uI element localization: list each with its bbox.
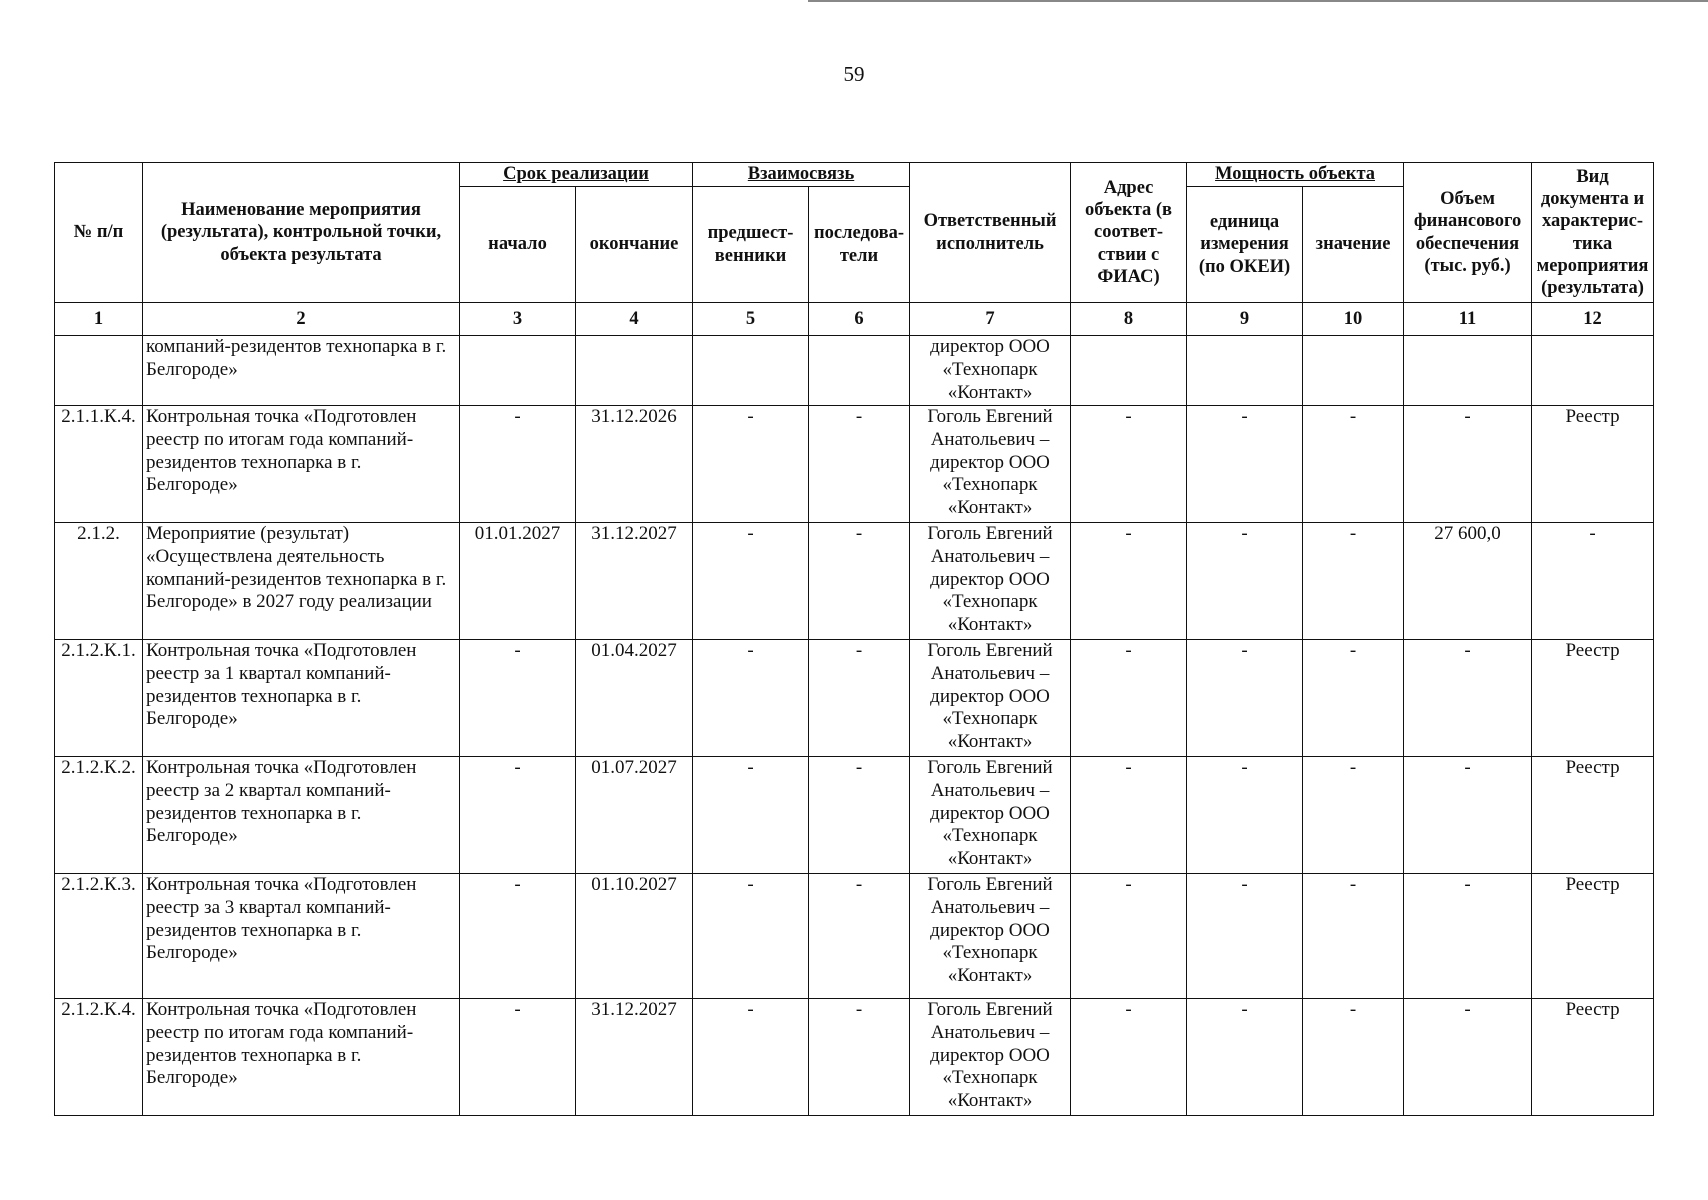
cell-address <box>1071 336 1187 406</box>
column-number: 8 <box>1071 303 1187 336</box>
cell-name: Контрольная точка «Подготовлен реестр за 1 квартал компаний-резидентов технопарка в г. Белгороде» <box>143 640 460 757</box>
cell-doc: Реестр <box>1532 999 1654 1116</box>
header-doc-type: Вид документа и характерис-тика мероприятия (результата) <box>1532 163 1654 303</box>
cell-start: - <box>460 874 576 999</box>
header-srok-group: Срок реализации <box>460 163 693 187</box>
cell-number: 2.1.2. <box>55 523 143 640</box>
cell-number: 2.1.2.К.4. <box>55 999 143 1116</box>
cell-posl: - <box>809 757 910 874</box>
cell-pred: - <box>693 406 809 523</box>
cell-doc: - <box>1532 523 1654 640</box>
cell-doc: Реестр <box>1532 757 1654 874</box>
events-table <box>54 162 1654 1116</box>
cell-unit: - <box>1187 999 1303 1116</box>
cell-start: 01.01.2027 <box>460 523 576 640</box>
cell-finance: - <box>1404 999 1532 1116</box>
cell-doc: Реестр <box>1532 874 1654 999</box>
cell-value <box>1303 336 1404 406</box>
cell-end: 01.10.2027 <box>576 874 693 999</box>
header-executor: Ответственный исполнитель <box>910 163 1071 303</box>
cell-value: - <box>1303 757 1404 874</box>
table-row <box>55 757 1654 874</box>
cell-start <box>460 336 576 406</box>
cell-finance <box>1404 336 1532 406</box>
cell-address: - <box>1071 406 1187 523</box>
cell-name: компаний-резидентов технопарка в г. Белгороде» <box>143 336 460 406</box>
table-row <box>55 336 1654 406</box>
cell-start: - <box>460 757 576 874</box>
cell-name: Мероприятие (результат) «Осуществлена деятельность компаний-резидентов технопарка в г. Белгороде» в 2027 году реализации <box>143 523 460 640</box>
cell-unit: - <box>1187 757 1303 874</box>
cell-address: - <box>1071 874 1187 999</box>
column-number: 9 <box>1187 303 1303 336</box>
table-row <box>55 406 1654 523</box>
cell-address: - <box>1071 523 1187 640</box>
cell-posl: - <box>809 640 910 757</box>
cell-name: Контрольная точка «Подготовлен реестр за 3 квартал компаний-резидентов технопарка в г. Белгороде» <box>143 874 460 999</box>
cell-unit: - <box>1187 640 1303 757</box>
page-number: 59 <box>843 62 865 86</box>
cell-name: Контрольная точка «Подготовлен реестр за 2 квартал компаний-резидентов технопарка в г. Белгороде» <box>143 757 460 874</box>
header-srok-end: окончание <box>576 187 693 303</box>
cell-finance: - <box>1404 406 1532 523</box>
cell-value: - <box>1303 999 1404 1116</box>
header-number: № п/п <box>55 163 143 303</box>
cell-pred: - <box>693 523 809 640</box>
column-number: 11 <box>1404 303 1532 336</box>
cell-value: - <box>1303 523 1404 640</box>
table-row <box>55 640 1654 757</box>
column-number: 4 <box>576 303 693 336</box>
cell-pred <box>693 336 809 406</box>
cell-end <box>576 336 693 406</box>
cell-number: 2.1.1.К.4. <box>55 406 143 523</box>
cell-pred: - <box>693 874 809 999</box>
cell-unit: - <box>1187 874 1303 999</box>
cell-end: 31.12.2027 <box>576 523 693 640</box>
header-address: Адрес объекта (в соответ-ствии с ФИАС) <box>1071 163 1187 303</box>
header-vzaim-group: Взаимосвязь <box>693 163 910 187</box>
cell-doc <box>1532 336 1654 406</box>
cell-pred: - <box>693 757 809 874</box>
column-number: 12 <box>1532 303 1654 336</box>
cell-value: - <box>1303 874 1404 999</box>
cell-address: - <box>1071 640 1187 757</box>
table-body <box>55 336 1654 1116</box>
cell-number: 2.1.2.К.1. <box>55 640 143 757</box>
cell-address: - <box>1071 999 1187 1116</box>
column-number: 6 <box>809 303 910 336</box>
table-header <box>55 163 1654 336</box>
header-power-unit: единица измерения (по ОКЕИ) <box>1187 187 1303 303</box>
cell-doc: Реестр <box>1532 640 1654 757</box>
table-row <box>55 874 1654 999</box>
cell-executor: Гоголь Евгений Анатольевич – директор ООО «Технопарк «Контакт» <box>910 640 1071 757</box>
header-finance: Объем финансового обеспечения (тыс. руб.) <box>1404 163 1532 303</box>
header-srok-start: начало <box>460 187 576 303</box>
cell-executor: Гоголь Евгений Анатольевич – директор ООО «Технопарк «Контакт» <box>910 999 1071 1116</box>
cell-posl: - <box>809 999 910 1116</box>
top-scan-rule <box>808 0 1708 2</box>
cell-posl: - <box>809 523 910 640</box>
cell-finance: - <box>1404 640 1532 757</box>
cell-finance: - <box>1404 874 1532 999</box>
cell-number: 2.1.2.К.2. <box>55 757 143 874</box>
header-vzaim-posl: последова-тели <box>809 187 910 303</box>
header-name: Наименование мероприятия (результата), контрольной точки, объекта результата <box>143 163 460 303</box>
table-row <box>55 999 1654 1116</box>
cell-end: 31.12.2026 <box>576 406 693 523</box>
cell-start: - <box>460 640 576 757</box>
column-number: 1 <box>55 303 143 336</box>
cell-executor: директор ООО «Технопарк «Контакт» <box>910 336 1071 406</box>
column-number: 7 <box>910 303 1071 336</box>
cell-executor: Гоголь Евгений Анатольевич – директор ООО «Технопарк «Контакт» <box>910 406 1071 523</box>
cell-executor: Гоголь Евгений Анатольевич – директор ООО «Технопарк «Контакт» <box>910 757 1071 874</box>
cell-address: - <box>1071 757 1187 874</box>
cell-unit: - <box>1187 406 1303 523</box>
header-power-group: Мощность объекта <box>1187 163 1404 187</box>
cell-doc: Реестр <box>1532 406 1654 523</box>
cell-posl: - <box>809 406 910 523</box>
column-number: 10 <box>1303 303 1404 336</box>
column-number: 2 <box>143 303 460 336</box>
cell-pred: - <box>693 640 809 757</box>
cell-posl: - <box>809 874 910 999</box>
cell-name: Контрольная точка «Подготовлен реестр по итогам года компаний-резидентов технопарка в г. Белгороде» <box>143 406 460 523</box>
cell-unit: - <box>1187 523 1303 640</box>
table-row <box>55 523 1654 640</box>
header-power-value: значение <box>1303 187 1404 303</box>
cell-pred: - <box>693 999 809 1116</box>
cell-start: - <box>460 406 576 523</box>
column-number: 3 <box>460 303 576 336</box>
cell-end: 01.04.2027 <box>576 640 693 757</box>
cell-start: - <box>460 999 576 1116</box>
cell-number <box>55 336 143 406</box>
cell-end: 31.12.2027 <box>576 999 693 1116</box>
cell-value: - <box>1303 406 1404 523</box>
cell-posl <box>809 336 910 406</box>
header-vzaim-pred: предшест-венники <box>693 187 809 303</box>
column-number: 5 <box>693 303 809 336</box>
cell-executor: Гоголь Евгений Анатольевич – директор ООО «Технопарк «Контакт» <box>910 523 1071 640</box>
cell-name: Контрольная точка «Подготовлен реестр по итогам года компаний-резидентов технопарка в г. Белгороде» <box>143 999 460 1116</box>
cell-executor: Гоголь Евгений Анатольевич – директор ООО «Технопарк «Контакт» <box>910 874 1071 999</box>
cell-finance: - <box>1404 757 1532 874</box>
cell-number: 2.1.2.К.3. <box>55 874 143 999</box>
cell-value: - <box>1303 640 1404 757</box>
column-number-row <box>55 303 1654 336</box>
cell-unit <box>1187 336 1303 406</box>
cell-end: 01.07.2027 <box>576 757 693 874</box>
cell-finance: 27 600,0 <box>1404 523 1532 640</box>
